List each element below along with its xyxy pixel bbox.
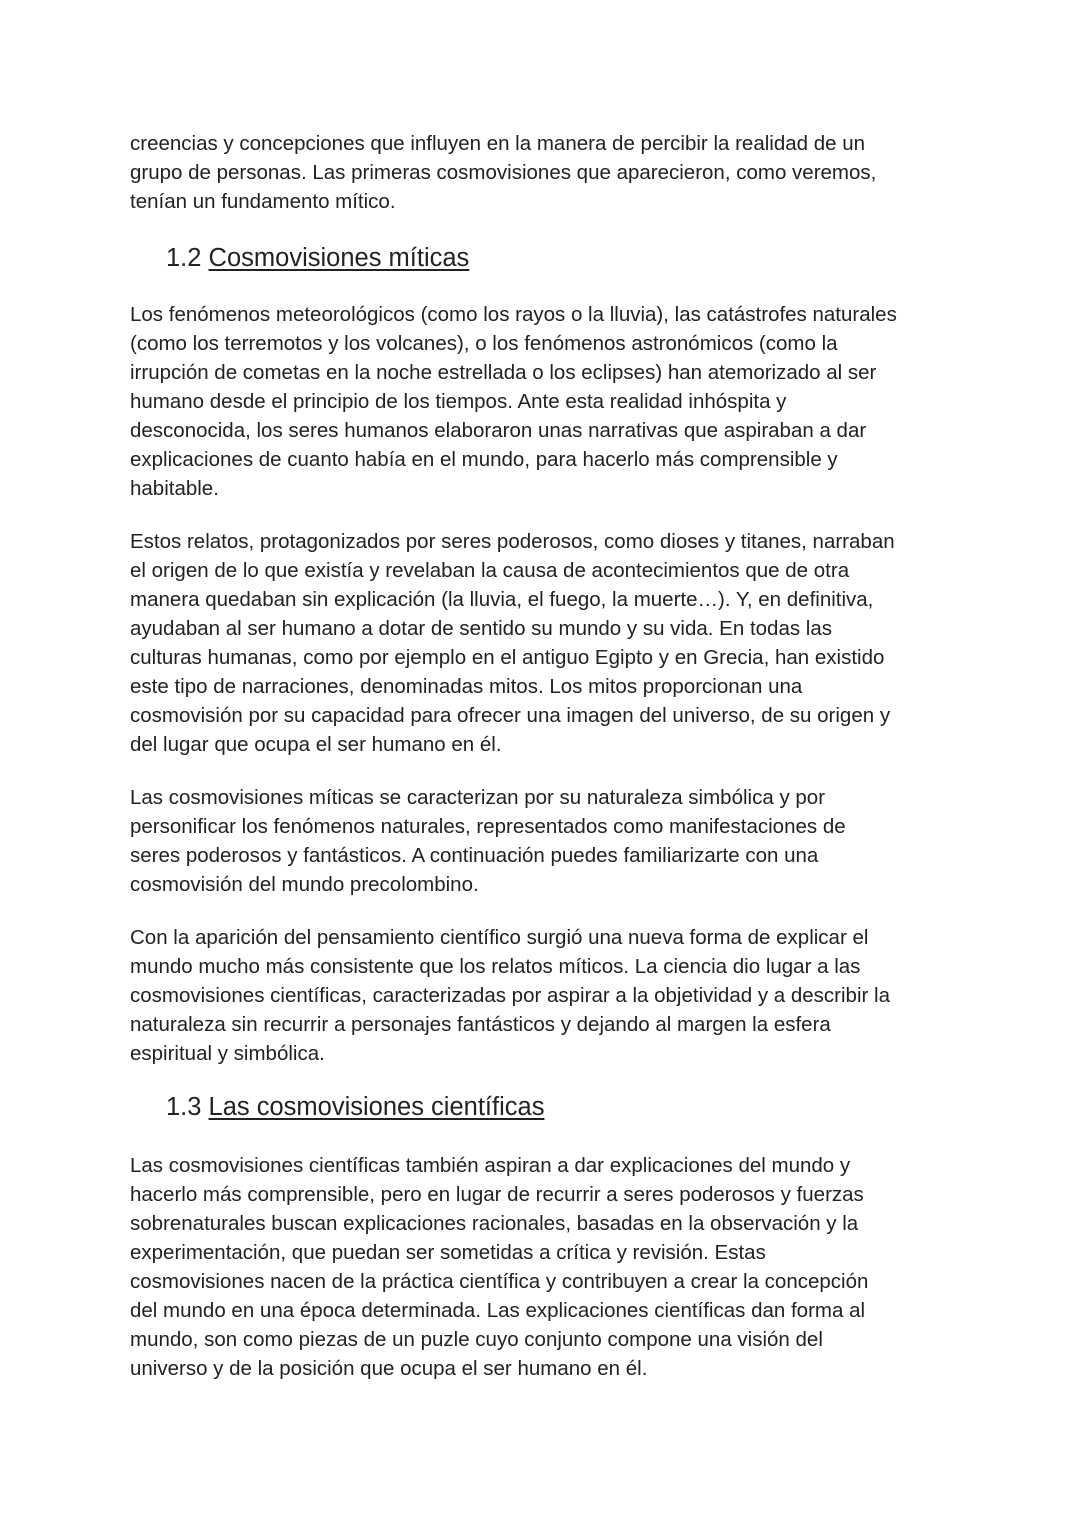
text-line: del mundo en una época determinada. Las explicaciones científicas dan forma al xyxy=(130,1299,866,1322)
text-line: seres poderosos y fantásticos. A continuación puedes familiarizarte con una xyxy=(130,844,819,867)
text-line: personificar los fenómenos naturales, representados como manifestaciones de xyxy=(130,815,846,838)
text-line: Estos relatos, protagonizados por seres poderosos, como dioses y titanes, narraban xyxy=(130,530,895,553)
section-number: 1.3 xyxy=(166,1093,202,1121)
text-line: el origen de lo que existía y revelaban la causa de acontecimientos que de otra xyxy=(130,559,850,582)
text-line: Con la aparición del pensamiento científico surgió una nueva forma de explicar el xyxy=(130,926,869,949)
text-line: tenían un fundamento mítico. xyxy=(130,190,396,213)
text-line: naturaleza sin recurrir a personajes fantásticos y dejando al margen la esfera xyxy=(130,1013,831,1036)
text-line: del lugar que ocupa el ser humano en él. xyxy=(130,733,502,756)
section-number: 1.2 xyxy=(166,244,202,272)
section-title: Cosmovisiones míticas xyxy=(208,244,470,272)
text-line: universo y de la posición que ocupa el ser humano en él. xyxy=(130,1357,648,1380)
text-line: Los fenómenos meteorológicos (como los rayos o la lluvia), las catástrofes naturales xyxy=(130,303,897,326)
text-line: (como los terremotos y los volcanes), o los fenómenos astronómicos (como la xyxy=(130,332,838,355)
text-line: cosmovisiones nacen de la práctica científica y contribuyen a crear la concepción xyxy=(130,1270,869,1293)
text-line: cosmovisiones científicas, caracterizadas por aspirar a la objetividad y a describir la xyxy=(130,984,890,1007)
text-line: hacerlo más comprensible, pero en lugar de recurrir a seres poderosos y fuerzas xyxy=(130,1183,864,1206)
text-line: cosmovisión por su capacidad para ofrecer una imagen del universo, de su origen y xyxy=(130,704,891,727)
section-title: Las cosmovisiones científicas xyxy=(208,1093,545,1121)
text-line: explicaciones de cuanto había en el mundo, para hacerlo más comprensible y xyxy=(130,448,838,471)
text-line: creencias y concepciones que influyen en la manera de percibir la realidad de un xyxy=(130,132,866,155)
text-line: irrupción de cometas en la noche estrellada o los eclipses) han atemorizado al ser xyxy=(130,361,877,384)
text-line: Las cosmovisiones míticas se caracterizan por su naturaleza simbólica y por xyxy=(130,786,826,809)
text-line: experimentación, que puedan ser sometidas a crítica y revisión. Estas xyxy=(130,1241,766,1264)
text-line: humano desde el principio de los tiempos. Ante esta realidad inhóspita y xyxy=(130,390,787,413)
text-line: espiritual y simbólica. xyxy=(130,1042,325,1065)
text-line: mundo, son como piezas de un puzle cuyo conjunto compone una visión del xyxy=(130,1328,823,1351)
text-line: mundo mucho más consistente que los relatos míticos. La ciencia dio lugar a las xyxy=(130,955,861,978)
text-line: este tipo de narraciones, denominadas mitos. Los mitos proporcionan una xyxy=(130,675,803,698)
text-line: habitable. xyxy=(130,477,219,500)
text-line: manera quedaban sin explicación (la lluvia, el fuego, la muerte…). Y, en definitiva, xyxy=(130,588,874,611)
section-heading-1-3 xyxy=(166,1091,544,1123)
section-heading-1-2 xyxy=(166,242,469,274)
text-line: cosmovisión del mundo precolombino. xyxy=(130,873,479,896)
text-line: desconocida, los seres humanos elaboraron unas narrativas que aspiraban a dar xyxy=(130,419,867,442)
text-line: sobrenaturales buscan explicaciones racionales, basadas en la observación y la xyxy=(130,1212,859,1235)
text-line: grupo de personas. Las primeras cosmovisiones que aparecieron, como veremos, xyxy=(130,161,877,184)
text-line: culturas humanas, como por ejemplo en el antiguo Egipto y en Grecia, han existido xyxy=(130,646,885,669)
text-line: Las cosmovisiones científicas también aspiran a dar explicaciones del mundo y xyxy=(130,1154,851,1177)
text-line: ayudaban al ser humano a dotar de sentido su mundo y su vida. En todas las xyxy=(130,617,833,640)
